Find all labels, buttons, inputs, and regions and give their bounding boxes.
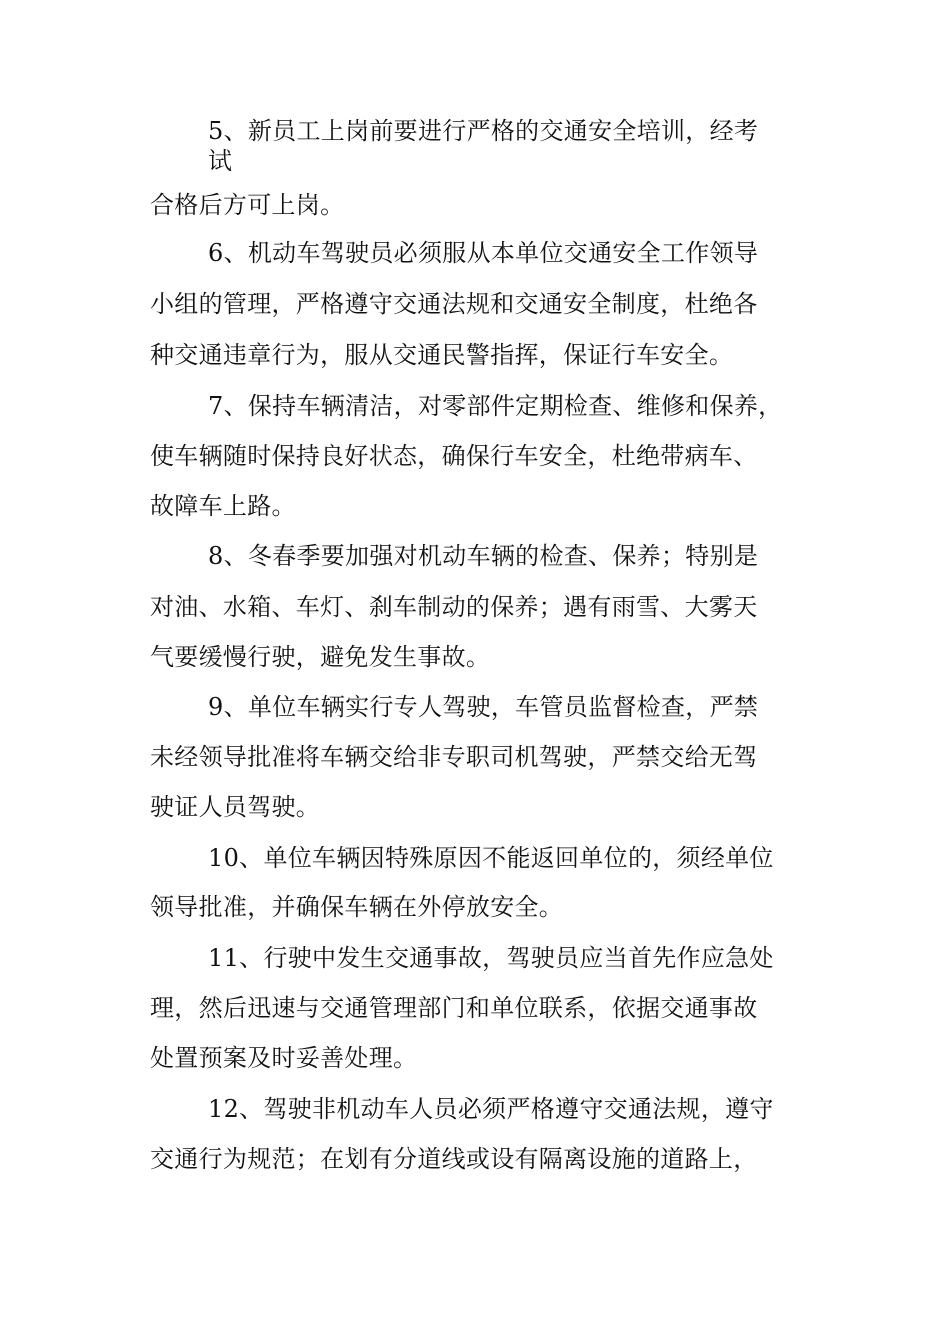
text-line: 使车辆随时保持良好状态，确保行车安全，杜绝带病车、 <box>150 442 758 470</box>
text-line: 驶证人员驾驶。 <box>150 793 321 821</box>
text-line: 11、行驶中发生交通事故，驾驶员应当首先作应急处 <box>208 944 774 972</box>
text-line: 5、新员工上岗前要进行严格的交通安全培训，经考 <box>208 117 759 145</box>
text-line: 6、机动车驾驶员必须服从本单位交通安全工作领导 <box>208 239 759 267</box>
text-line: 7、保持车辆清洁，对零部件定期检查、维修和保养， <box>208 392 783 420</box>
text-line: 12、驾驶非机动车人员必须严格遵守交通法规，遵守 <box>208 1095 774 1123</box>
text-line: 9、单位车辆实行专人驾驶，车管员监督检查，严禁 <box>208 693 759 721</box>
text-line: 种交通违章行为，服从交通民警指挥，保证行车安全。 <box>150 341 734 369</box>
text-line: 故障车上路。 <box>150 492 296 520</box>
text-line: 未经领导批准将车辆交给非专职司机驾驶，严禁交给无驾 <box>150 743 758 771</box>
text-line: 小组的管理，严格遵守交通法规和交通安全制度，杜绝各 <box>150 290 758 318</box>
text-line: 气要缓慢行驶，避免发生事故。 <box>150 643 491 671</box>
text-line: 理，然后迅速与交通管理部门和单位联系，依据交通事故 <box>150 994 758 1022</box>
text-line: 对油、水箱、车灯、刹车制动的保养；遇有雨雪、大雾天 <box>150 593 758 621</box>
text-line: 10、单位车辆因特殊原因不能返回单位的，须经单位 <box>208 844 774 872</box>
text-line: 合格后方可上岗。 <box>150 191 345 219</box>
text-line: 8、冬春季要加强对机动车辆的检查、保养；特别是 <box>208 542 759 570</box>
text-line: 领导批准，并确保车辆在外停放安全。 <box>150 893 564 921</box>
text-line: 试 <box>208 147 233 175</box>
text-line: 交通行为规范；在划有分道线或设有隔离设施的道路上， <box>150 1145 758 1173</box>
text-line: 处置预案及时妥善处理。 <box>150 1044 418 1072</box>
